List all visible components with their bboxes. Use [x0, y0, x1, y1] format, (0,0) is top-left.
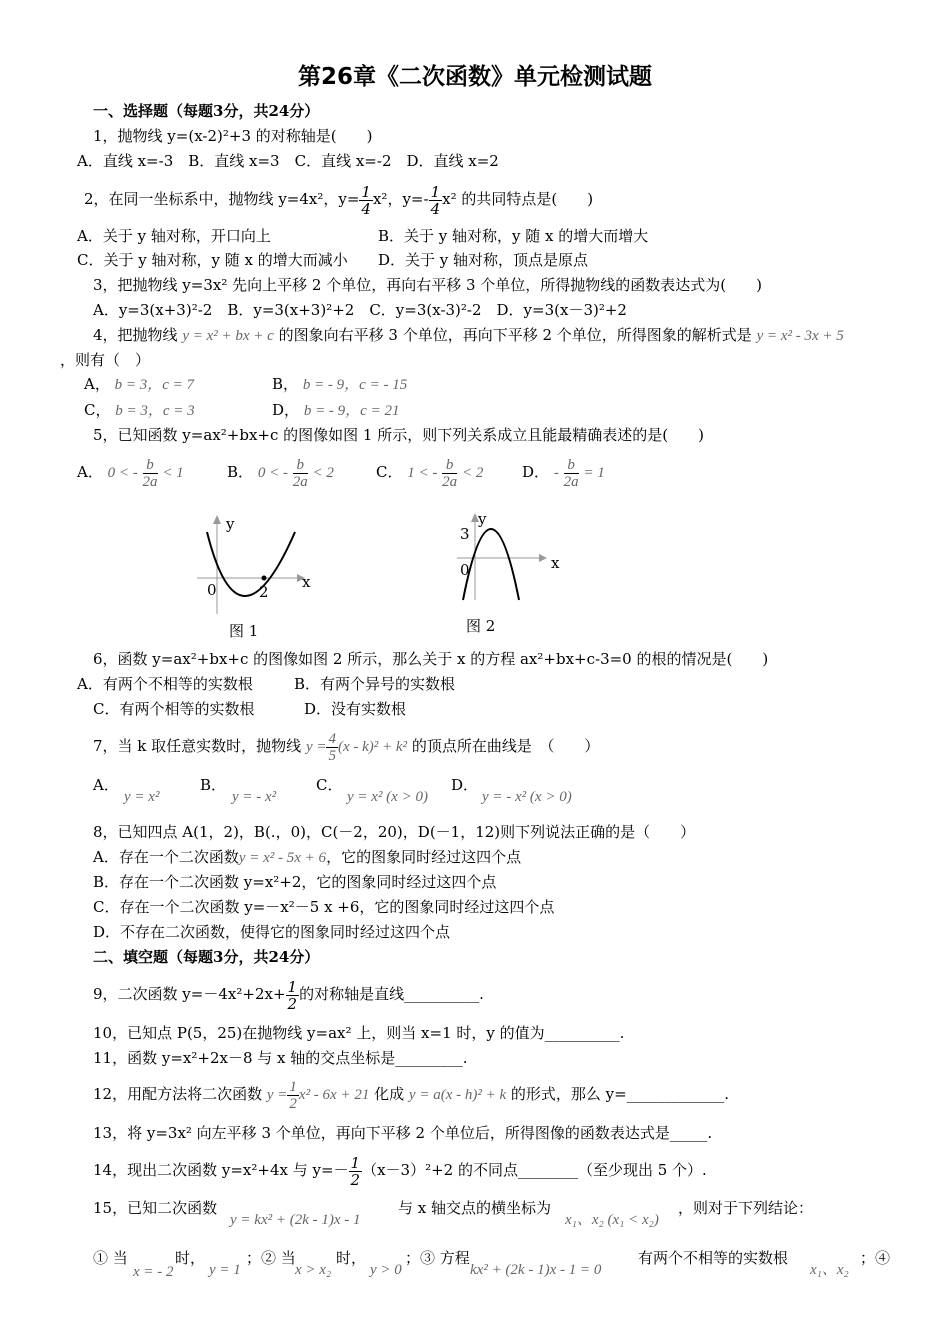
q15-item-3-b: 有两个不相等的实数根: [638, 1249, 789, 1267]
q7-option-b-label: B．: [200, 776, 227, 794]
q8-stem: 8，已知四点 A(1，2)，B(.，0)，C(－2，20)，D(－1，12)则下列说法正确的是（ ）: [93, 823, 696, 841]
q5-option-d-post: = 1: [583, 465, 605, 481]
q8-option-a-b: ，它的图象同时经过这四个点: [326, 848, 522, 866]
q4-option-a: [84, 374, 194, 395]
q9: [93, 970, 484, 1018]
q12-a: 12，用配方法将二次函数: [93, 1085, 263, 1103]
q12: [93, 1072, 729, 1116]
q12-frac-den: 2: [289, 1095, 297, 1112]
q5-b-frac-den: 2a: [292, 473, 308, 490]
q4-stem-b: 的图象向右平移 3 个单位，再向下平移 2 个单位，所得图象的解析式是: [278, 326, 752, 344]
q9-frac: [286, 979, 300, 1012]
q8-option-d: D．不存在二次函数，使得它的图象同时经过这四个点: [93, 923, 451, 941]
q8-option-c: C．存在一个二次函数 y=－x²－5 x +6，它的图象同时经过这四个点: [93, 898, 555, 916]
figure-2-graph: [455, 508, 555, 608]
q5-d-frac-num: b: [564, 457, 579, 474]
q15-item-1-a: ① 当: [93, 1249, 128, 1267]
q2-option-b: B．关于 y 轴对称，y 随 x 的增大而增大: [378, 227, 649, 245]
q2-frac1: [359, 184, 373, 217]
q2-frac1-den: 4: [361, 199, 371, 218]
q5-option-a-frac: [143, 457, 158, 490]
q6-option-b: B．有两个异号的实数根: [294, 675, 456, 693]
fig1-root-point: [262, 576, 267, 581]
q2-stem-c: x² 的共同特点是( ): [442, 190, 594, 208]
q7-option-d-expr: y = - x² (x > 0): [482, 789, 572, 805]
q7-expr-post: (x - k)² + k²: [337, 739, 408, 755]
q5-option-b-label: B．: [227, 463, 254, 481]
q7-expr-pre: y =: [305, 739, 327, 755]
q14-b: （x－3）²+2 的不同点________（至少现出 5 个）.: [362, 1161, 707, 1179]
fig1-y-label: y: [226, 515, 235, 533]
q6-option-d: D．没有实数根: [304, 700, 407, 718]
q7-option-c-expr: y = x² (x > 0): [347, 789, 428, 805]
q5-c-frac-den: 2a: [442, 473, 458, 490]
q2-frac1-num: 1: [361, 182, 371, 201]
q6-option-c: C．有两个相等的实数根: [93, 700, 255, 718]
q4-option-d-expr: b = - 9，c = 21: [303, 403, 400, 419]
q14-a: 14，现出二次函数 y=x²+4x 与 y=－: [93, 1161, 349, 1179]
q4-option-b-label: B，: [272, 375, 299, 393]
q4-option-b-expr: b = - 9，c = - 15: [302, 377, 408, 393]
q4-stem-a: 4，把抛物线: [93, 326, 178, 344]
q12-frac-num: 1: [289, 1078, 297, 1095]
q12-b: 化成: [374, 1085, 405, 1103]
q5-option-d-label: D．: [522, 463, 550, 481]
q15-item-2-a: ；② 当: [246, 1249, 296, 1267]
q15-expr: y = kx² + (2k - 1)x - 1: [230, 1212, 361, 1228]
fig1-x-label: x: [302, 573, 311, 591]
q5-option-c-post: < 2: [461, 465, 484, 481]
q2-frac2-den: 4: [430, 199, 441, 218]
q5-option-d: [522, 450, 605, 494]
q15-item-2-b: 时，: [336, 1249, 367, 1267]
q15-c: ，则对于下列结论：: [678, 1199, 814, 1217]
fig1-two-label: 2: [259, 583, 269, 601]
q12-pre: y =: [266, 1087, 288, 1103]
q5-option-d-pre: -: [553, 465, 559, 481]
q13: 13，将 y=3x² 向左平移 3 个单位，再向下平移 2 个单位后，所得图像的函数表达式是_____.: [93, 1124, 713, 1142]
q2-option-a: A．关于 y 轴对称，开口向上: [77, 227, 271, 245]
q15-item-2-y: y > 0: [370, 1262, 402, 1278]
q7-stem: [93, 724, 599, 768]
q2-frac2: [429, 184, 443, 217]
q5-option-b-post: < 2: [312, 465, 334, 481]
q11: 11，函数 y=x²+2x－8 与 x 轴的交点坐标是_________.: [93, 1049, 468, 1067]
q4-option-d-label: D，: [272, 401, 300, 419]
q5-option-c-pre: 1 < -: [407, 465, 438, 481]
fig1-parabola: [207, 532, 295, 596]
q2-stem-a: 2，在同一坐标系中，抛物线 y=4x²，y=: [84, 190, 360, 208]
q5-option-a-pre: 0 < -: [107, 465, 138, 481]
q8-option-a-a: A．存在一个二次函数: [93, 848, 239, 866]
q5-option-d-frac: [564, 457, 579, 490]
fig2-y-label: y: [478, 510, 487, 528]
q14-frac-num: 1: [350, 1153, 361, 1172]
q4-stem-c: ，则有（ ）: [60, 351, 151, 369]
q15-item-3-expr: kx² + (2k - 1)x - 1 = 0: [470, 1262, 602, 1278]
fig2-parabola: [463, 529, 519, 600]
q4-option-a-label: A，: [84, 375, 110, 393]
q15-item-3-roots: x₁、x₂: [810, 1262, 849, 1278]
q7-option-a-expr: y = x²: [124, 789, 160, 805]
q5-b-frac-num: b: [293, 457, 308, 474]
q1-stem: 1，抛物线 y=(x-2)²+3 的对称轴是( ): [93, 127, 373, 145]
q12-expr: y = a(x - h)² + k: [408, 1087, 507, 1103]
q10: 10，已知点 P(5，25)在抛物线 y=ax² 上，则当 x=1 时，y 的值为__________.: [93, 1024, 625, 1042]
fig2-x-arrow-icon: [539, 554, 547, 562]
q6-option-a: A．有两个不相等的实数根: [77, 675, 253, 693]
q1-options: A．直线 x=-3 B．直线 x=3 C．直线 x=-2 D．直线 x=2: [77, 152, 499, 170]
q6-stem: 6，函数 y=ax²+bx+c 的图像如图 2 所示，那么关于 x 的方程 ax²+bx+c-3=0 的根的情况是( ): [93, 650, 769, 668]
q15-item-1-y: y = 1: [209, 1262, 241, 1278]
q2-frac2-num: 1: [430, 182, 441, 201]
q9-b: 的对称轴是直线__________.: [299, 985, 484, 1003]
section-fill-heading: 二、填空题（每题3分，共24分）: [93, 948, 320, 966]
fig2-origin-label: 0: [460, 561, 470, 579]
q7-option-a-label: A．: [93, 776, 119, 794]
q7-stem-b: 的顶点所在曲线是 （ ）: [411, 737, 600, 755]
q12-frac: [287, 1079, 299, 1112]
q7-frac-den: 5: [328, 747, 336, 764]
q2-option-d: D．关于 y 轴对称，顶点是原点: [378, 251, 589, 269]
q9-a: 9，二次函数 y=－4x²+2x+: [93, 985, 286, 1003]
q5-c-frac-num: b: [442, 457, 457, 474]
q15-a: 15，已知二次函数: [93, 1199, 218, 1217]
q4-expr2: y = x² - 3x + 5: [756, 328, 844, 344]
q3-stem: 3，把抛物线 y=3x² 先向上平移 2 个单位，再向右平移 3 个单位，所得抛物线的函数表达式为( ): [93, 276, 763, 294]
q4-option-a-expr: b = 3，c = 7: [114, 377, 195, 393]
q7-option-c-label: C．: [316, 776, 343, 794]
q12-c: 的形式，那么 y=_____________.: [510, 1085, 729, 1103]
q14-frac-den: 2: [350, 1170, 361, 1189]
q2-stem-b: x²，y=-: [372, 190, 429, 208]
q5-option-c: [376, 450, 483, 494]
q5-d-frac-den: 2a: [563, 473, 579, 490]
q2-option-c: C．关于 y 轴对称，y 随 x 的增大而减小: [77, 251, 348, 269]
q5-a-frac-den: 2a: [142, 473, 158, 490]
fig2-three-label: 3: [460, 525, 470, 543]
q9-frac-den: 2: [287, 994, 298, 1013]
q14-frac: [349, 1155, 363, 1188]
fig2-x-label: x: [551, 554, 560, 572]
q4-option-d: [272, 400, 399, 421]
fig1-origin-label: 0: [207, 581, 217, 599]
q7-frac: [326, 731, 338, 764]
q4-option-c-label: C，: [84, 401, 111, 419]
q3-options: A．y=3(x+3)²-2 B．y=3(x+3)²+2 C．y=3(x-3)²-2 D．y=3(x－3)²+2: [93, 301, 627, 319]
q5-option-b-frac: [293, 457, 308, 490]
q4-option-c-expr: b = 3，c = 3: [115, 403, 195, 419]
q5-option-b: [227, 450, 334, 494]
q5-option-a-label: A．: [77, 463, 103, 481]
q7-option-b-expr: y = - x²: [232, 789, 277, 805]
q5-a-frac-num: b: [143, 457, 158, 474]
q15-b: 与 x 轴交点的横坐标为: [398, 1199, 551, 1217]
section-choice-heading: 一、选择题（每题3分，共24分）: [93, 102, 320, 120]
q5-option-b-pre: 0 < -: [257, 465, 288, 481]
q4-stem: [93, 325, 844, 346]
q5-option-c-label: C．: [376, 463, 403, 481]
q7-stem-a: 7，当 k 取任意实数时，抛物线: [93, 737, 302, 755]
page-title: 第26章《二次函数》单元检测试题: [297, 64, 652, 90]
q15-item-3-a: ；③ 方程: [405, 1249, 470, 1267]
q5-stem: 5，已知函数 y=ax²+bx+c 的图像如图 1 所示，则下列关系成立且能最精确表述的是( ): [93, 426, 704, 444]
q8-option-b: B．存在一个二次函数 y=x²+2，它的图象同时经过这四个点: [93, 873, 497, 891]
fig2-caption: 图 2: [466, 617, 496, 635]
q4-option-c: [84, 400, 195, 421]
q15-item-1-x: x = - 2: [133, 1264, 174, 1280]
q12-post: x² - 6x + 21: [298, 1087, 370, 1103]
q4-expr1: y = x² + bx + c: [182, 328, 274, 344]
q15-expr2: x₁、x₂ (x₁ < x₂): [565, 1212, 659, 1228]
q7-option-d-label: D．: [451, 776, 479, 794]
fig1-y-arrow-icon: [213, 515, 221, 524]
q15-item-2-x: x > x₂: [295, 1262, 332, 1278]
q9-frac-num: 1: [287, 977, 298, 996]
figure-1-graph: [195, 510, 315, 620]
q5-option-c-frac: [442, 457, 457, 490]
q15-item-4-start: ；④: [860, 1249, 891, 1267]
q14: [93, 1146, 707, 1194]
q4-option-b: [272, 374, 407, 395]
fig1-caption: 图 1: [229, 622, 259, 640]
q7-frac-num: 4: [328, 730, 336, 747]
q5-option-a: [77, 450, 184, 494]
q5-option-a-post: < 1: [162, 465, 184, 481]
q15-item-1-b: 时，: [175, 1249, 206, 1267]
q8-option-a: [93, 847, 521, 868]
q2-stem: [84, 177, 593, 221]
q8-option-a-expr: y = x² - 5x + 6: [238, 850, 327, 866]
